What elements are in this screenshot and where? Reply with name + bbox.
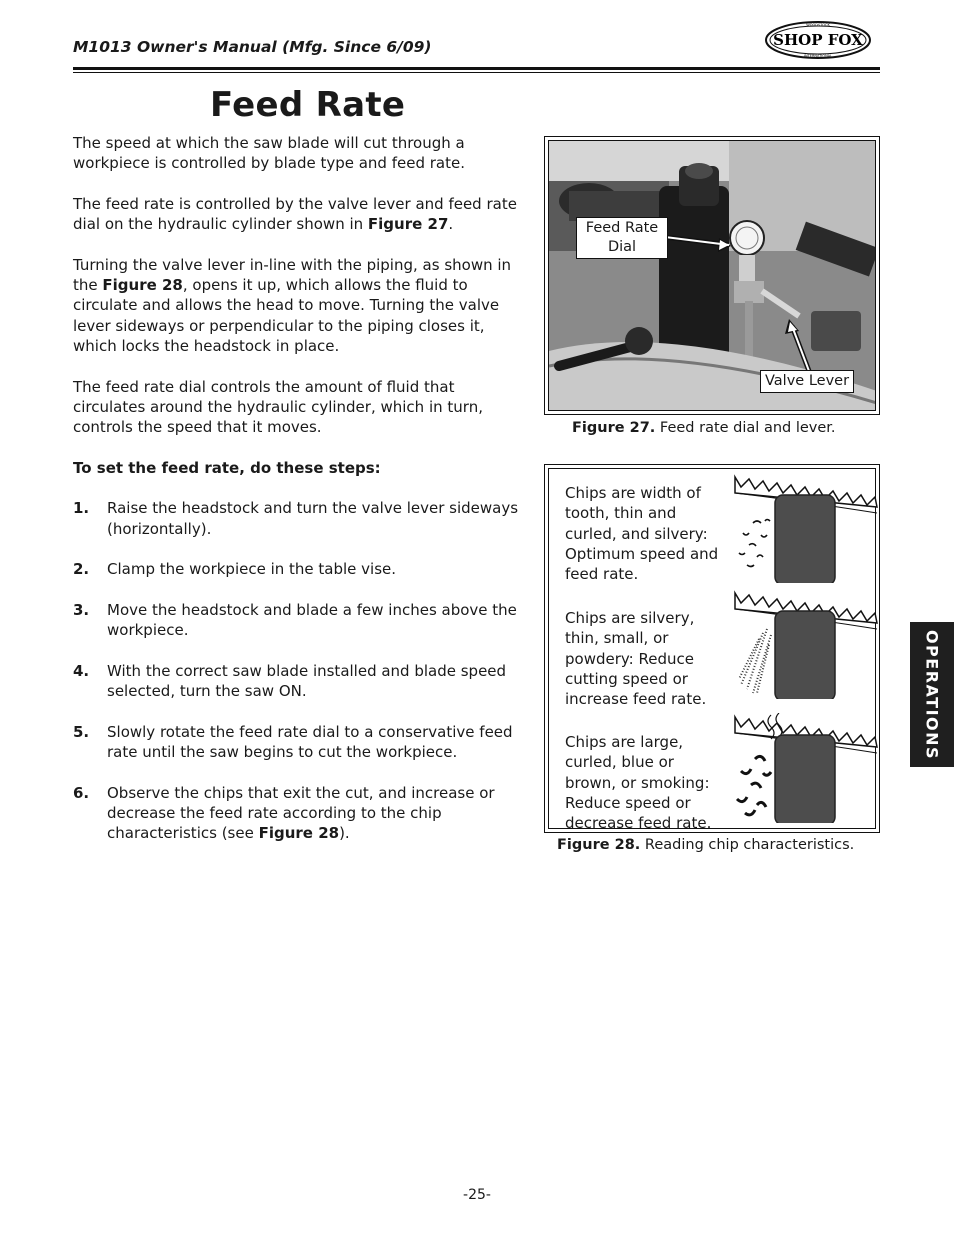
blade-powdery-chips: [731, 589, 879, 699]
logo-ring-top: WOODSTOCK: [806, 23, 830, 27]
body-text: [73, 133, 528, 864]
paragraph-intro: The speed at which the saw blade will cut through a workpiece is controlled by blade type and feed rate.: [73, 134, 465, 173]
section-tab-label: OPERATIONS: [922, 629, 942, 760]
logo-text: SHOP FOX: [773, 31, 863, 49]
list-item: 3. Move the headstock and blade a few inches above the workpiece.: [73, 600, 517, 640]
list-item: 1. Raise the headstock and turn the valve lever sideways (horizontally).: [73, 499, 519, 538]
list-item: 6. Observe the chips that exit the cut, and increase or decrease the feed rate according to the chip characteristics (see Figure 28).: [73, 783, 495, 843]
logo-ring-bottom: INTERNATIONAL: [803, 54, 833, 58]
list-item: 4. With the correct saw blade installed and blade speed selected, turn the saw ON.: [73, 661, 507, 701]
shop-fox-logo: [764, 20, 872, 60]
page-title: Feed Rate: [210, 85, 406, 125]
chip-row-powdery: Chips are silvery, thin, small, or powdery: Reduce cutting speed or increase feed rate.: [565, 609, 707, 709]
figure-27-caption: Figure 27. Feed rate dial and lever.: [572, 420, 836, 436]
chip-row-optimum: Chips are width of tooth, thin and curled, and silvery: Optimum speed and feed rate.: [565, 484, 719, 584]
callout-valve-lever: Valve Lever: [760, 370, 854, 393]
figure-27-ref: Figure 27: [367, 215, 449, 234]
manual-title: M1013 Owner's Manual (Mfg. Since 6/09): [73, 38, 432, 56]
figure-28: [544, 464, 880, 833]
figure-27: [544, 136, 880, 415]
paragraph-feed-rate-control: The feed rate is controlled by the valve lever and feed rate dial on the hydraulic cylinder shown in Figure 27.: [73, 194, 517, 234]
list-item: 5. Slowly rotate the feed rate dial to a conservative feed rate until the saw begins to cut the workpiece.: [73, 722, 513, 761]
header-rule-thin: [73, 72, 880, 73]
page-number: -25-: [463, 1187, 491, 1203]
header-rule: [73, 67, 880, 70]
paragraph-feed-dial: The feed rate dial controls the amount of fluid that circulates around the hydraulic cylinder, which in turn, controls the speed that it moves.: [73, 377, 483, 437]
chip-row-smoking: Chips are large, curled, blue or brown, or smoking: Reduce speed or decrease feed rate.: [565, 733, 712, 833]
steps-heading: To set the feed rate, do these steps:: [73, 458, 381, 477]
blade-optimum-chips: [731, 473, 879, 583]
list-item: 2. Clamp the workpiece in the table vise.: [73, 560, 397, 579]
section-tab-operations[interactable]: [910, 622, 954, 767]
figure-28-ref: Figure 28: [102, 276, 183, 295]
figure-28-caption: Figure 28. Reading chip characteristics.: [557, 837, 855, 853]
figure-28-ref: Figure 28: [258, 824, 340, 843]
steps-list: [73, 498, 528, 843]
callout-feed-rate-dial: Feed Rate Dial: [576, 217, 668, 259]
blade-smoking-chips: [731, 713, 879, 823]
paragraph-valve-lever: Turning the valve lever in-line with the piping, as shown in the Figure 28, opens it up, which allows the fluid to circulate and allows the head to move. Turning the valve lever sideways or perpendicular to the piping closes it, which locks the headstock in place.: [73, 255, 512, 355]
